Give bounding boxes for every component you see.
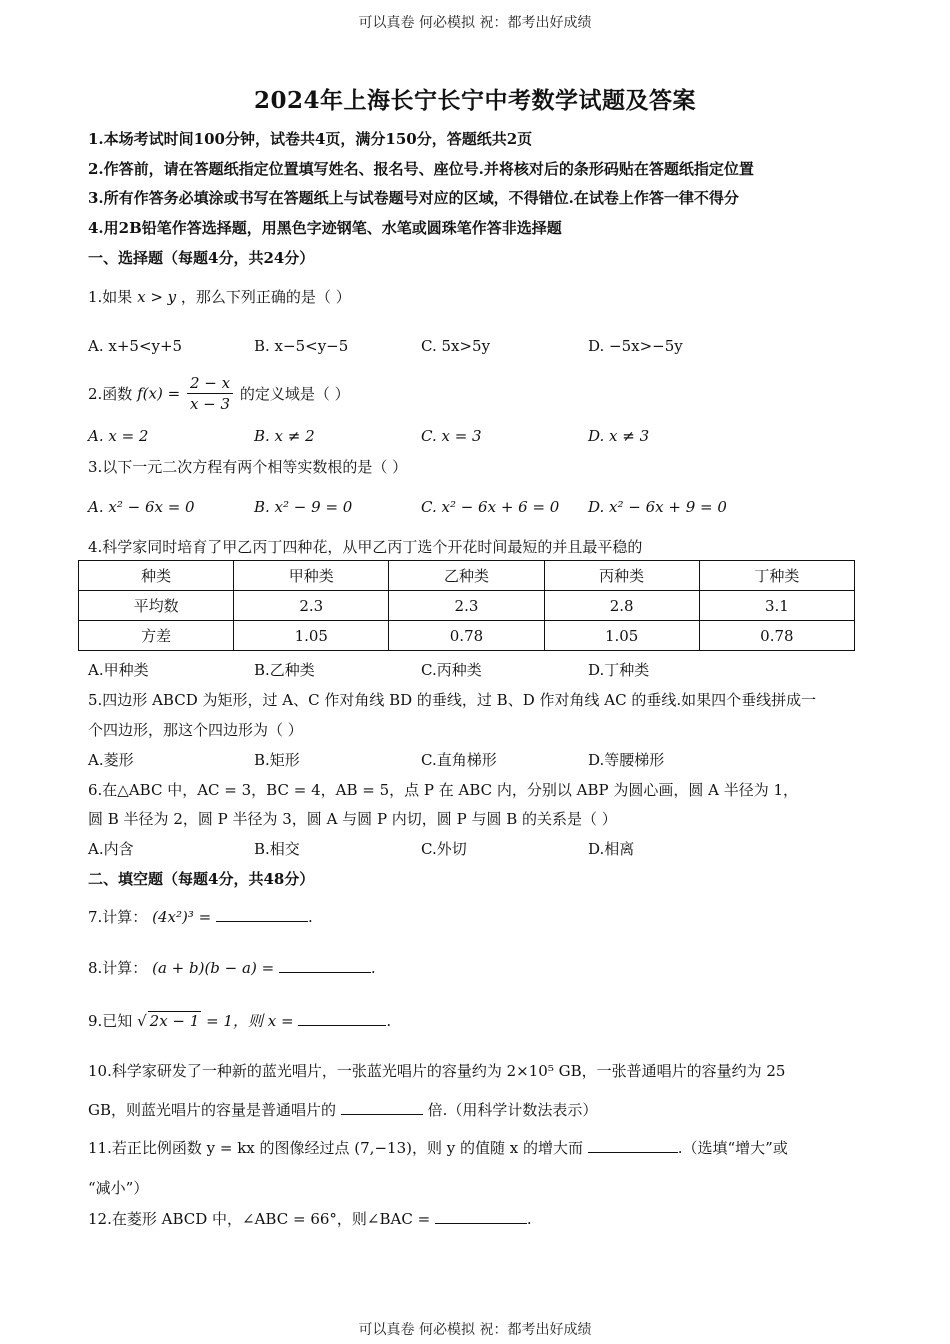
table-header-cell: 丙种类 [544, 561, 699, 591]
q4-option-a: A.甲种类 [88, 661, 149, 679]
q1-option-a: A. x+5<y+5 [88, 337, 183, 355]
question-5-line-1: 5.四边形 ABCD 为矩形，过 A、C 作对角线 BD 的垂线，过 B、D 作对角线 AC 的垂线.如果四个垂线拼成一 [88, 691, 817, 709]
question-6-line-2: 圆 B 半径为 2，圆 P 半径为 3，圆 A 与圆 P 内切，圆 P 与圆 B 的关系是（ ） [88, 810, 617, 828]
table-cell: 平均数 [79, 591, 234, 621]
page-title: 2024年上海长宁长宁中考数学试题及答案 [253, 87, 696, 114]
table-cell: 3.1 [699, 591, 854, 621]
q1-condition: x > y [137, 288, 177, 306]
table-cell: 2.3 [234, 591, 389, 621]
q6-option-a: A.内含 [88, 840, 134, 858]
q4-option-c: C.丙种类 [421, 661, 482, 679]
q1-option-d: D. −5x>−5y [588, 337, 683, 355]
instruction-3: 3.所有作答务必填涂或书写在答题纸上与试卷题号对应的区域，不得错位.在试卷上作答一律不得分 [88, 189, 739, 207]
table-cell: 1.05 [544, 621, 699, 651]
q6-option-b: B.相交 [254, 840, 300, 858]
instruction-1: 1.本场考试时间100分钟，试卷共4页，满分150分，答题纸共2页 [88, 130, 533, 148]
table-row [79, 621, 855, 651]
question-2: 2.函数 f(x) = $\frac{2 - x}{x - 3}$ 的定义域是（ ） [88, 374, 350, 413]
instruction-2: 2.作答前，请在答题纸指定位置填写姓名、报名号、座位号.并将核对后的条形码贴在答题纸指定位置 [88, 160, 754, 178]
table-cell: 0.78 [389, 621, 544, 651]
q5-option-a: A.菱形 [88, 751, 134, 769]
q2-option-c: C. x = 3 [421, 427, 482, 445]
section-choice-heading: 一、选择题（每题4分，共24分） [88, 249, 315, 267]
instruction-4: 4.用2B铅笔作答选择题，用黑色字迹钢笔、水笔或圆珠笔作答非选择题 [88, 219, 562, 237]
q7-answer-blank [216, 921, 308, 922]
q5-option-c: C.直角梯形 [421, 751, 497, 769]
q2-option-b: B. x ≠ 2 [254, 427, 315, 445]
question-3: 3.以下一元二次方程有两个相等实数根的是（ ） [88, 458, 408, 476]
q11-answer-blank [588, 1152, 678, 1153]
q9-answer-blank [298, 1025, 386, 1026]
question-1: 1.如果 x > y ，那么下列正确的是（ ） [88, 288, 351, 306]
q2-option-a: A. x = 2 [88, 427, 149, 445]
q2-option-d: D. x ≠ 3 [588, 427, 650, 445]
question-4: 4.科学家同时培育了甲乙丙丁四种花，从甲乙丙丁选个开花时间最短的并且最平稳的 [88, 538, 643, 556]
q8-expression: (a + b)(b − a) = [152, 959, 275, 977]
q3-option-b: B. x² − 9 = 0 [254, 498, 353, 516]
q6-option-d: D.相离 [588, 840, 635, 858]
table-cell: 2.3 [389, 591, 544, 621]
table-row [79, 591, 855, 621]
sqrt-symbol: √ [137, 1012, 147, 1030]
variety-table [78, 560, 855, 651]
q7-expression: (4x²)³ = [152, 908, 212, 926]
page-footer: 可以真卷 何必模拟 祝：都考出好成绩 [358, 1322, 592, 1338]
question-8: 8.计算： (a + b)(b − a) = . [88, 959, 376, 977]
q6-option-c: C.外切 [421, 840, 467, 858]
question-11-line-1: 11.若正比例函数 y = kx 的图像经过点 (7,−13)，则 y 的值随 x 的增大而 .（选填“增大”或 [88, 1139, 788, 1157]
question-10-line-1: 10.科学家研发了一种新的蓝光唱片，一张蓝光唱片的容量约为 2×10⁵ GB，一张普通唱片的容量约为 25 [88, 1062, 786, 1080]
q3-option-c: C. x² − 6x + 6 = 0 [421, 498, 560, 516]
table-cell: 方差 [79, 621, 234, 651]
q12-answer-blank [435, 1223, 527, 1224]
table-header-cell: 乙种类 [389, 561, 544, 591]
question-12: 12.在菱形 ABCD 中，∠ABC = 66°，则∠BAC = . [88, 1210, 532, 1228]
table-header-cell: 丁种类 [699, 561, 854, 591]
table-cell: 1.05 [234, 621, 389, 651]
table-cell: 0.78 [699, 621, 854, 651]
q1-option-b: B. x−5<y−5 [254, 337, 349, 355]
table-header-cell: 种类 [79, 561, 234, 591]
q10-answer-blank [341, 1114, 423, 1115]
q4-option-d: D.丁种类 [588, 661, 650, 679]
table-cell: 2.8 [544, 591, 699, 621]
question-10-line-2: GB，则蓝光唱片的容量是普通唱片的 倍.（用科学计数法表示） [88, 1101, 598, 1119]
question-5-line-2: 个四边形，那这个四边形为（ ） [88, 721, 303, 739]
q9-radicand: 2x − 1 [149, 1012, 200, 1030]
question-6-line-1: 6.在△ABC 中，AC = 3，BC = 4，AB = 5，点 P 在 ABC 内，分别以 ABP 为圆心画，圆 A 半径为 1， [88, 781, 799, 799]
q3-option-a: A. x² − 6x = 0 [88, 498, 195, 516]
q5-option-d: D.等腰梯形 [588, 751, 665, 769]
q4-option-b: B.乙种类 [254, 661, 315, 679]
question-7: 7.计算： (4x²)³ = . [88, 908, 313, 926]
q3-option-d: D. x² − 6x + 9 = 0 [588, 498, 727, 516]
table-header-row [79, 561, 855, 591]
table-header-cell: 甲种类 [234, 561, 389, 591]
q5-option-b: B.矩形 [254, 751, 300, 769]
page-header: 可以真卷 何必模拟 祝：都考出好成绩 [358, 15, 592, 31]
question-11-line-2: “减小”） [88, 1179, 149, 1197]
section-fill-heading: 二、填空题（每题4分，共48分） [88, 870, 315, 888]
q8-answer-blank [279, 972, 371, 973]
question-9: 9.已知 √ 2x − 1 = 1，则 x = . [88, 1012, 392, 1030]
q2-fraction: $\frac{2 - x}{x - 3}$ [187, 373, 233, 414]
q1-option-c: C. 5x>5y [421, 337, 491, 355]
